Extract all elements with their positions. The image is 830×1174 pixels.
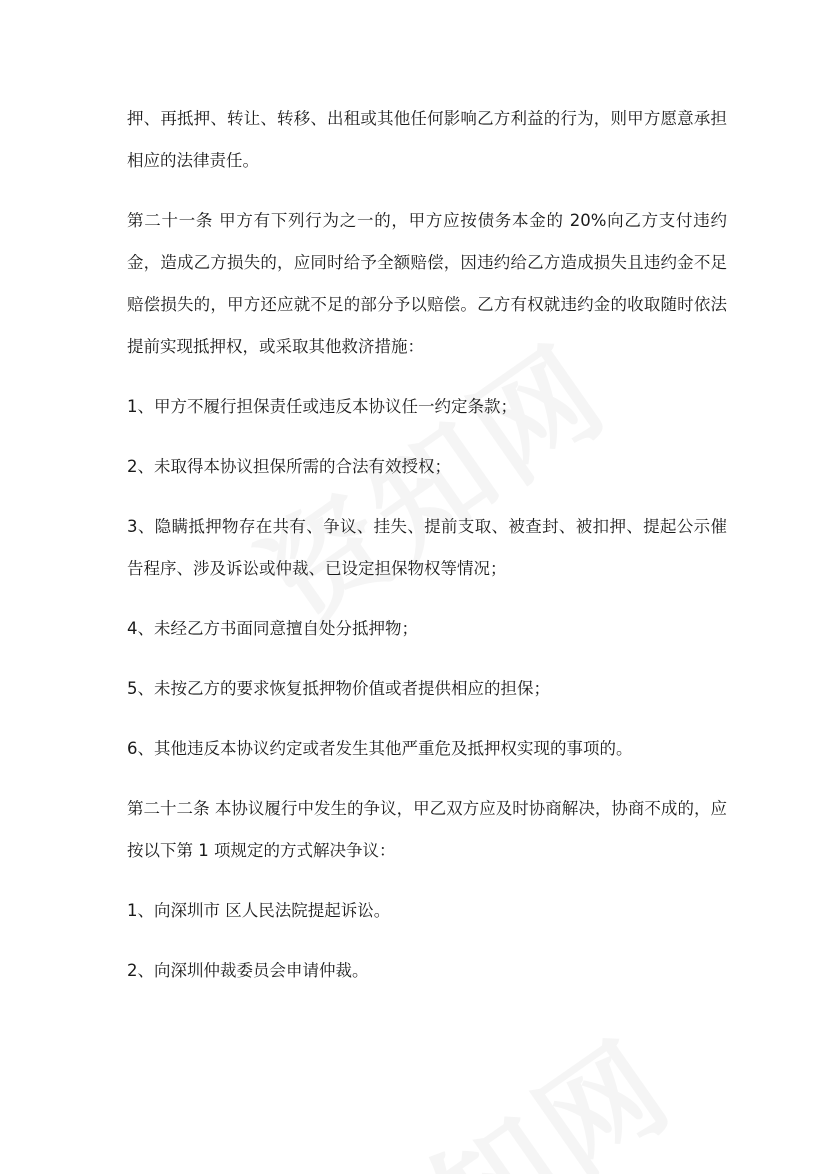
paragraph-continuation: 押、再抵押、转让、转移、出租或其他任何影响乙方利益的行为，则甲方愿意承担相应的法律责任。 [127, 109, 727, 170]
list-item-4: 4、未经乙方书面同意擅自处分抵押物； [127, 619, 418, 638]
list-item-2: 2、未取得本协议担保所需的合法有效授权； [127, 457, 451, 476]
list-item-5: 5、未按乙方的要求恢复抵押物价值或者提供相应的担保； [127, 679, 550, 698]
list-item-3: 3、隐瞒抵押物存在共有、争议、挂失、提前支取、被查封、被扣押、提起公示催告程序、涉及诉讼或仲裁、已设定担保物权等情况； [127, 517, 727, 578]
paragraph-article-22: 第二十二条 本协议履行中发生的争议，甲乙双方应及时协商解决，协商不成的，应按以下第 1 项规定的方式解决争议： [127, 799, 727, 860]
watermark-bottom [288, 995, 691, 1174]
list-item-1: 1、甲方不履行担保责任或违反本协议任一约定条款； [127, 397, 517, 416]
document-body [127, 98, 727, 1010]
paragraph-article-21: 第二十一条 甲方有下列行为之一的，甲方应按债务本金的 20%向乙方支付违约金，造成乙方损失的，应同时给予全额赔偿，因违约给乙方造成损失且违约金不足赔偿损失的，甲方还应就不足的部分予以赔偿。乙方有权就违约金的收取随时依法提前实现抵押权，或采取其他救济措施： [127, 211, 727, 356]
dispute-option-2: 2、向深圳仲裁委员会申请仲裁。 [127, 961, 369, 980]
dispute-option-1: 1、向深圳市 区人民法院提起诉讼。 [127, 901, 391, 920]
list-item-6: 6、其他违反本协议约定或者发生其他严重危及抵押权实现的事项的。 [127, 739, 633, 758]
